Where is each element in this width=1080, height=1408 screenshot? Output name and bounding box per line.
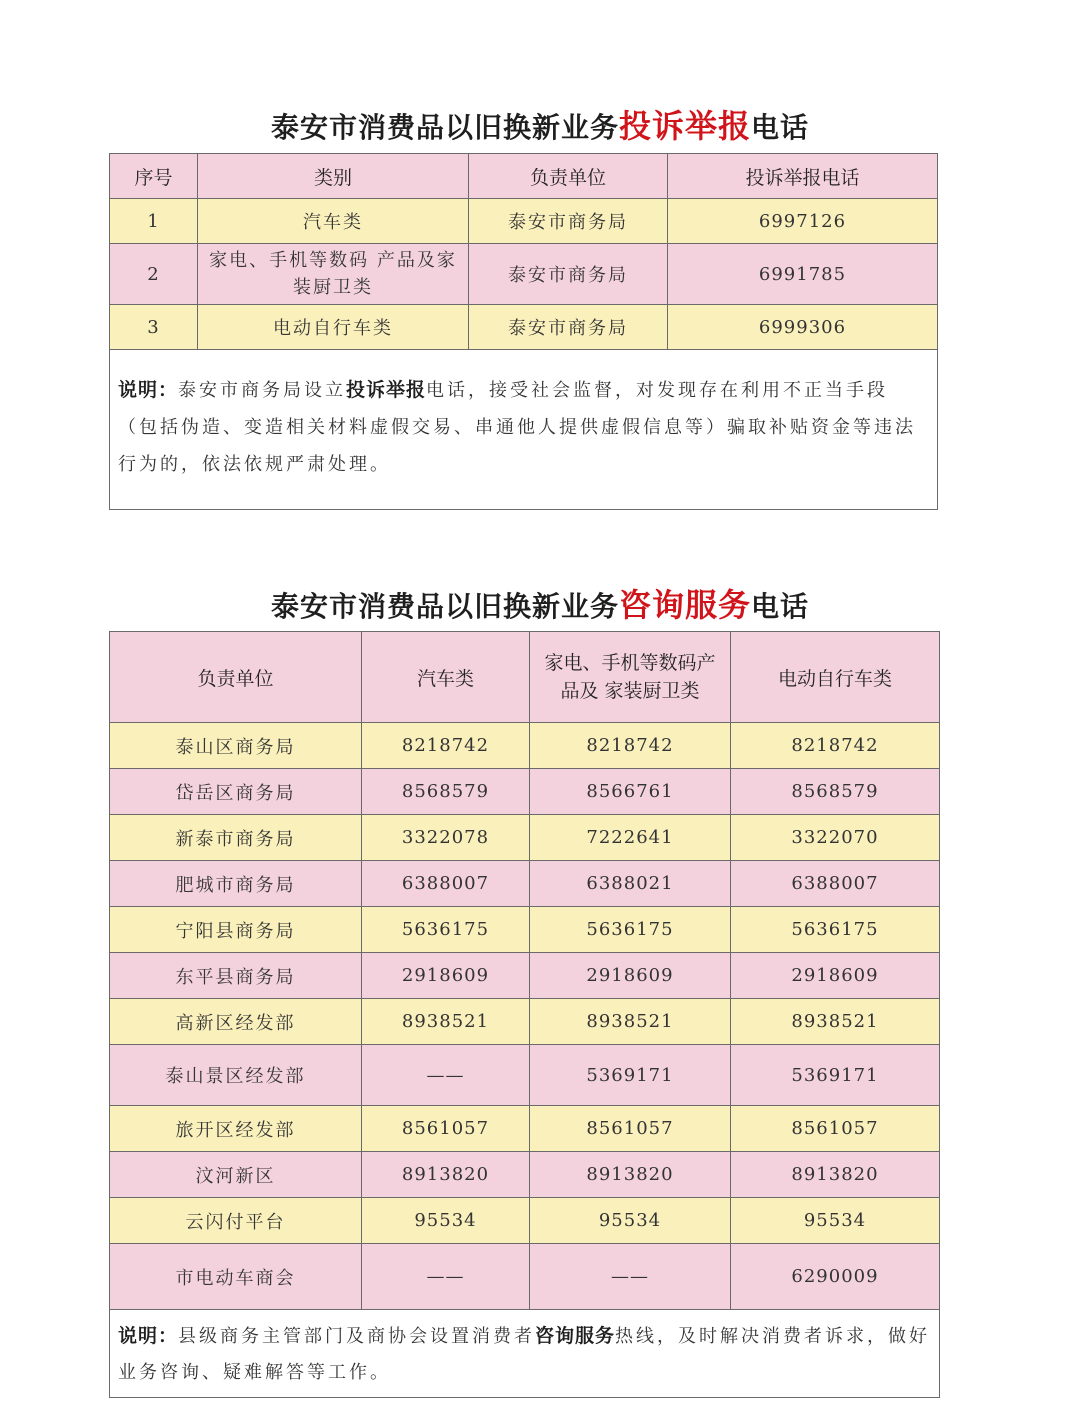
row-car: —— <box>362 1244 530 1310</box>
row-unit: 泰安市商务局 <box>469 305 668 350</box>
row-appliance: —— <box>530 1244 731 1310</box>
complaint-note-row <box>110 350 938 510</box>
row-ebike: 8568579 <box>731 769 940 815</box>
table-row <box>110 305 938 350</box>
row-appliance: 6388021 <box>530 861 731 907</box>
row-appliance: 8566761 <box>530 769 731 815</box>
table-row <box>110 953 940 999</box>
row-ebike: 6290009 <box>731 1244 940 1310</box>
row-unit: 泰山区商务局 <box>110 723 362 769</box>
consult-title <box>0 580 1080 626</box>
complaint-title <box>0 101 1080 147</box>
row-car: —— <box>362 1045 530 1106</box>
row-appliance: 5369171 <box>530 1045 731 1106</box>
row-ebike: 3322070 <box>731 815 940 861</box>
table-row <box>110 244 938 305</box>
consult-header-row <box>110 632 940 723</box>
row-ebike: 8218742 <box>731 723 940 769</box>
row-unit: 高新区经发部 <box>110 999 362 1045</box>
note-label: 说明： <box>118 379 179 401</box>
row-ebike: 8938521 <box>731 999 940 1045</box>
row-appliance: 2918609 <box>530 953 731 999</box>
table-row <box>110 1045 940 1106</box>
row-appliance: 5636175 <box>530 907 731 953</box>
table-row <box>110 1106 940 1152</box>
row-no: 3 <box>110 305 198 350</box>
row-ebike: 8561057 <box>731 1106 940 1152</box>
consult-title-highlight: 咨询服务 <box>618 586 751 624</box>
table-row <box>110 999 940 1045</box>
consult-note <box>110 1310 940 1398</box>
row-ebike: 5369171 <box>731 1045 940 1106</box>
table-row <box>110 1198 940 1244</box>
header-unit: 负责单位 <box>110 632 362 723</box>
table-row <box>110 769 940 815</box>
table-row <box>110 907 940 953</box>
note-text-a: 县级商务主管部门及商协会设置消费者 <box>178 1326 536 1347</box>
row-unit: 肥城市商务局 <box>110 861 362 907</box>
note-keyword: 咨询服务 <box>535 1325 616 1347</box>
header-phone: 投诉举报电话 <box>668 154 938 199</box>
row-appliance: 7222641 <box>530 815 731 861</box>
row-car: 8938521 <box>362 999 530 1045</box>
row-unit: 泰山景区经发部 <box>110 1045 362 1106</box>
complaint-title-highlight: 投诉举报 <box>618 107 751 145</box>
header-no: 序号 <box>110 154 198 199</box>
row-appliance: 95534 <box>530 1198 731 1244</box>
header-category: 类别 <box>198 154 469 199</box>
complaint-title-suffix: 电话 <box>751 111 810 144</box>
table-row <box>110 861 940 907</box>
table-row <box>110 1244 940 1310</box>
row-ebike: 2918609 <box>731 953 940 999</box>
table-row <box>110 815 940 861</box>
row-unit: 宁阳县商务局 <box>110 907 362 953</box>
row-appliance: 8218742 <box>530 723 731 769</box>
row-ebike: 95534 <box>731 1198 940 1244</box>
row-ebike: 8913820 <box>731 1152 940 1198</box>
header-unit: 负责单位 <box>469 154 668 199</box>
row-car: 5636175 <box>362 907 530 953</box>
row-category: 电动自行车类 <box>198 305 469 350</box>
row-appliance: 8561057 <box>530 1106 731 1152</box>
header-appliance: 家电、手机等数码产品及 家装厨卫类 <box>530 632 731 723</box>
consult-title-prefix: 泰安市消费品以旧换新业务 <box>270 590 619 623</box>
row-ebike: 6388007 <box>731 861 940 907</box>
row-car: 3322078 <box>362 815 530 861</box>
complaint-table <box>109 153 938 510</box>
note-keyword: 投诉举报 <box>346 379 427 401</box>
row-phone: 6997126 <box>668 199 938 244</box>
row-no: 2 <box>110 244 198 305</box>
row-category: 家电、手机等数码 产品及家装厨卫类 <box>198 244 469 305</box>
header-ebike: 电动自行车类 <box>731 632 940 723</box>
row-unit: 东平县商务局 <box>110 953 362 999</box>
header-car: 汽车类 <box>362 632 530 723</box>
row-ebike: 5636175 <box>731 907 940 953</box>
complaint-note <box>110 350 938 510</box>
row-unit: 新泰市商务局 <box>110 815 362 861</box>
row-car: 6388007 <box>362 861 530 907</box>
row-car: 8218742 <box>362 723 530 769</box>
complaint-header-row <box>110 154 938 199</box>
table-row <box>110 723 940 769</box>
note-text-b: 电话，接受社会监督，对发现存在利用不正当手段（包括伪造、变造相关材料虚假交易、串通他人提供虚假信息等）骗取补贴资金等违法行为的，依法依规严肃处理。 <box>118 380 916 475</box>
row-car: 8561057 <box>362 1106 530 1152</box>
table-row <box>110 1152 940 1198</box>
row-car: 95534 <box>362 1198 530 1244</box>
row-appliance: 8913820 <box>530 1152 731 1198</box>
row-unit: 泰安市商务局 <box>469 244 668 305</box>
row-unit: 旅开区经发部 <box>110 1106 362 1152</box>
consult-table <box>109 631 940 1398</box>
row-category: 汽车类 <box>198 199 469 244</box>
row-car: 2918609 <box>362 953 530 999</box>
row-unit: 泰安市商务局 <box>469 199 668 244</box>
row-car: 8913820 <box>362 1152 530 1198</box>
table-row <box>110 199 938 244</box>
row-unit: 市电动车商会 <box>110 1244 362 1310</box>
note-label: 说明： <box>118 1325 179 1347</box>
row-appliance: 8938521 <box>530 999 731 1045</box>
row-unit: 汶河新区 <box>110 1152 362 1198</box>
row-phone: 6999306 <box>668 305 938 350</box>
row-no: 1 <box>110 199 198 244</box>
note-text-a: 泰安市商务局设立 <box>178 380 347 401</box>
row-car: 8568579 <box>362 769 530 815</box>
row-unit: 岱岳区商务局 <box>110 769 362 815</box>
consult-note-row <box>110 1310 940 1398</box>
consult-title-suffix: 电话 <box>751 590 810 623</box>
note-text-b: 热线，及时解决消费者诉求，做好业务咨询、疑难解答等工作。 <box>118 1326 931 1383</box>
complaint-title-prefix: 泰安市消费品以旧换新业务 <box>270 111 619 144</box>
row-unit: 云闪付平台 <box>110 1198 362 1244</box>
row-phone: 6991785 <box>668 244 938 305</box>
